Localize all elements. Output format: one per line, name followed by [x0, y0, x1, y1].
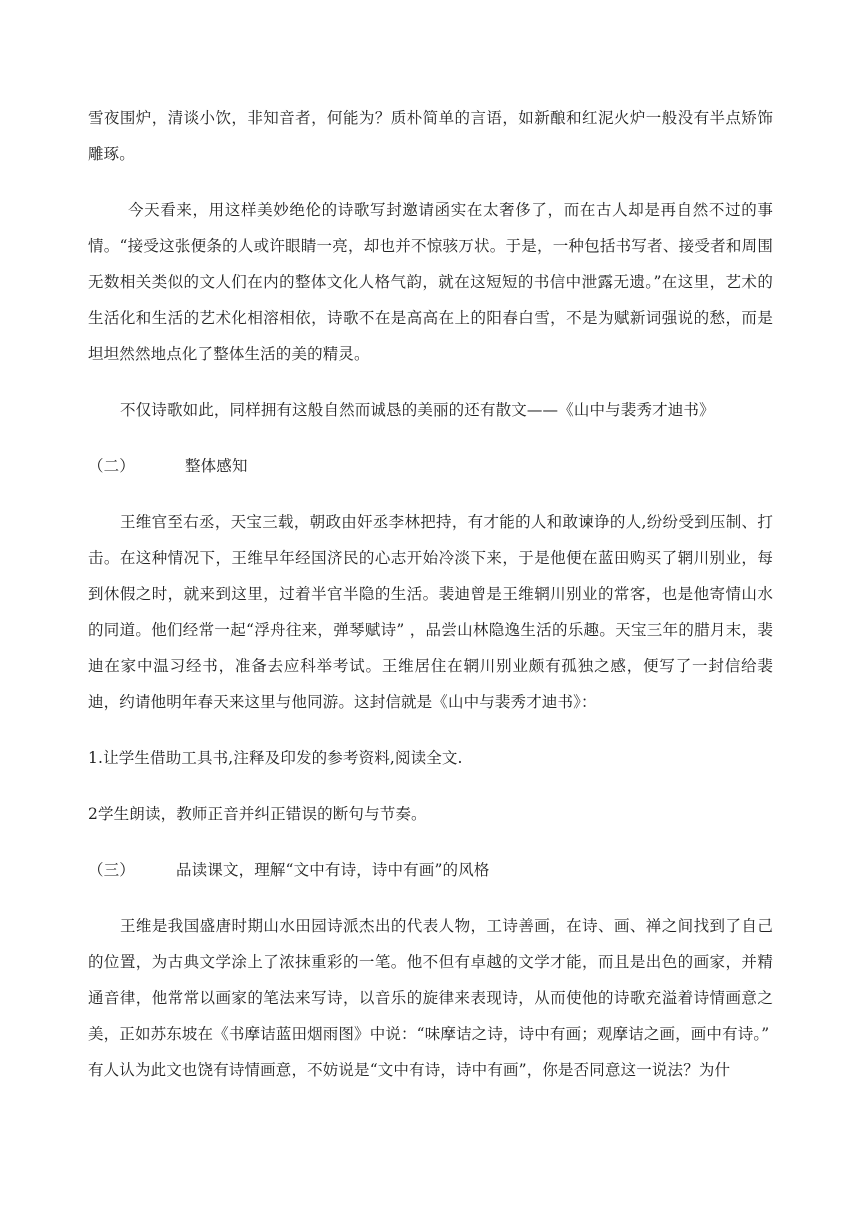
paragraph-1: 雪夜围炉，清谈小饮，非知音者，何能为？质朴简单的言语，如新酿和红泥火炉一般没有半点矫饰雕琢。	[88, 109, 773, 163]
section-title: 品读课文，理解“文中有诗，诗中有画”的风格	[176, 861, 490, 879]
section-title: 整体感知	[185, 457, 248, 475]
paragraph-9: 王维是我国盛唐时期山水田园诗派杰出的代表人物，工诗善画，在诗、画、禅之间找到了自己的位置，为古典文学涂上了浓抹重彩的一笔。他不但有卓越的文学才能，而且是出色的画家，并精通音律，他常常以画家的笔法来写诗，以音乐的旋律来表现诗，从而使他的诗歌充溢着诗情画意之美，正如苏东坡在《书摩诘蓝田烟雨图》中说：“味摩诘之诗，诗中有画；观摩诘之画，画中有诗。”	[88, 917, 773, 1043]
list-item-2: 2学生朗读，教师正音并纠正错误的断句与节奏。	[88, 805, 427, 823]
paragraph-3: 不仅诗歌如此，同样拥有这般自然而诚恳的美丽的还有散文——《山中与裴秀才迪书》	[120, 401, 715, 419]
section-number: （三）	[88, 861, 135, 879]
paragraph-2: 今天看来，用这样美妙绝伦的诗歌写封邀请函实在太奢侈了，而在古人却是再自然不过的事情。“接受这张便条的人或许眼睛一亮，却也并不惊骇万状。于是，一种包括书写者、接受者和周围无数相关类似的文人们在内的整体文化人格气韵，就在这短短的书信中泄露无遗。”在这里，艺术的生活化和生活的艺术化相溶相依，诗歌不在是高高在上的阳春白雪，不是为赋新词强说的愁，而是坦坦然然地点化了整体生活的美的精灵。	[88, 201, 773, 363]
paragraph-10: 有人认为此文也饶有诗情画意，不妨说是“文中有诗，诗中有画”，你是否同意这一说法？为什	[88, 1061, 731, 1079]
section-heading-3	[88, 852, 773, 888]
list-item-1: 1.让学生借助工具书,注释及印发的参考资料,阅读全文.	[88, 749, 463, 767]
section-heading-2	[88, 448, 773, 484]
document-page	[88, 100, 773, 1088]
section-number: （二）	[88, 457, 135, 475]
paragraph-5: 王维官至右丞，天宝三载，朝政由奸丞李林把持，有才能的人和敢谏诤的人,纷纷受到压制、打击。在这种情况下，王维早年经国济民的心志开始冷淡下来，于是他便在蓝田购买了辋川别业，每到休假之时，就来到这里，过着半官半隐的生活。裴迪曾是王维辋川别业的常客，也是他寄情山水的同道。他们经常一起“浮舟往来，弹琴赋诗” ，品尝山林隐逸生活的乐趣。天宝三年的腊月末，裴迪在家中温习经书，准备去应科举考试。王维居住在辋川别业颇有孤独之感，便写了一封信给裴迪，约请他明年春天来这里与他同游。这封信就是《山中与裴秀才迪书》：	[88, 513, 773, 711]
